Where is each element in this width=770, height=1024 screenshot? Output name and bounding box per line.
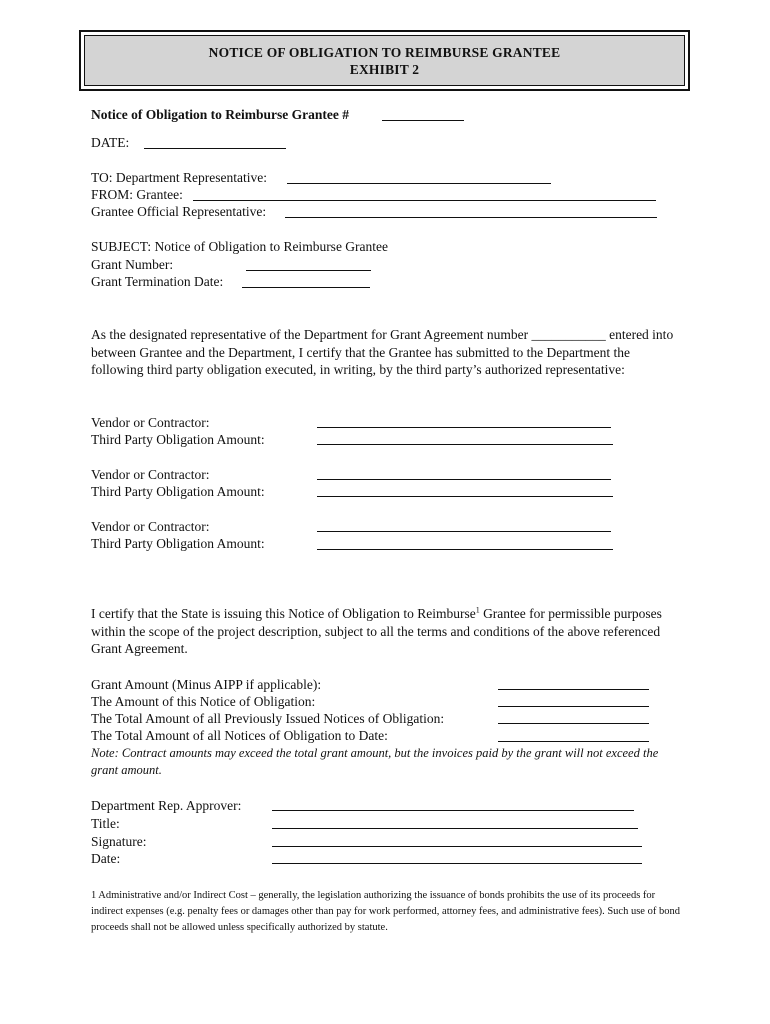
approval-date-field[interactable] bbox=[272, 863, 642, 864]
official-label: Grantee Official Representative: bbox=[91, 204, 267, 219]
amount-label: Third Party Obligation Amount: bbox=[91, 432, 265, 447]
termination-date-field[interactable] bbox=[242, 287, 370, 288]
contract-amount-note: Note: Contract amounts may exceed the total grant amount, but the invoices paid by the grant will not exceed the grant amount. bbox=[91, 746, 659, 777]
date-field[interactable] bbox=[144, 148, 286, 149]
title-label: Title: bbox=[91, 816, 120, 831]
amount-label: Third Party Obligation Amount: bbox=[91, 484, 265, 499]
total-notices-label: The Total Amount of all Notices of Obligation to Date: bbox=[91, 728, 388, 743]
notice-number-field[interactable] bbox=[382, 120, 464, 121]
exhibit-label: EXHIBIT 2 bbox=[349, 61, 420, 77]
signature-label: Signature: bbox=[91, 834, 147, 849]
grant-number-label: Grant Number: bbox=[91, 257, 174, 272]
approval-date-label: Date: bbox=[91, 851, 121, 866]
state-paragraph-part-a: I certify that the State is issuing this Notice of Obligation to Reimburse bbox=[91, 606, 476, 621]
termination-date-label: Grant Termination Date: bbox=[91, 274, 224, 289]
document-title: NOTICE OF OBLIGATION TO REIMBURSE GRANTEE bbox=[208, 44, 561, 60]
grant-amount-label: Grant Amount (Minus AIPP if applicable): bbox=[91, 677, 322, 692]
vendor-label: Vendor or Contractor: bbox=[91, 467, 210, 482]
vendor-field-3[interactable] bbox=[317, 531, 611, 532]
vendor-label: Vendor or Contractor: bbox=[91, 519, 210, 534]
vendor-field-2[interactable] bbox=[317, 479, 611, 480]
total-notices-field[interactable] bbox=[498, 741, 649, 742]
footnote-reference: 1 bbox=[475, 605, 480, 615]
to-label: TO: Department Representative: bbox=[91, 170, 267, 185]
state-certification-paragraph bbox=[91, 605, 681, 658]
previous-notices-field[interactable] bbox=[498, 723, 649, 724]
title-field[interactable] bbox=[272, 828, 638, 829]
grantee-official-field[interactable] bbox=[285, 217, 657, 218]
vendor-label: Vendor or Contractor: bbox=[91, 415, 210, 430]
grantee-field[interactable] bbox=[193, 200, 656, 201]
certification-paragraph: As the designated representative of the Department for Grant Agreement number ___________ entered into between Grantee and the Department, I certify that the Grantee has submitted to the Department the following third party obligation executed, in writing, by the third party’s authorized representative: bbox=[91, 327, 674, 377]
signature-field[interactable] bbox=[272, 846, 642, 847]
previous-notices-label: The Total Amount of all Previously Issued Notices of Obligation: bbox=[91, 711, 445, 726]
approver-label: Department Rep. Approver: bbox=[91, 798, 242, 813]
header-box bbox=[79, 30, 690, 91]
vendor-field-1[interactable] bbox=[317, 427, 611, 428]
from-label: FROM: Grantee: bbox=[91, 187, 183, 202]
department-representative-field[interactable] bbox=[287, 183, 551, 184]
notice-amount-label: The Amount of this Notice of Obligation: bbox=[91, 694, 316, 709]
approver-field[interactable] bbox=[272, 810, 634, 811]
header-inner bbox=[84, 35, 685, 86]
state-paragraph-part-b: Grantee for permissible purposes within the scope of the project description, subject to all the terms and conditions of the above referenced Grant Agreement. bbox=[91, 606, 662, 656]
date-label: DATE: bbox=[91, 135, 130, 150]
grant-number-field[interactable] bbox=[246, 270, 371, 271]
amount-field-3[interactable] bbox=[317, 549, 613, 550]
amount-label: Third Party Obligation Amount: bbox=[91, 536, 265, 551]
notice-number-label: Notice of Obligation to Reimburse Grantee # bbox=[91, 107, 349, 122]
footnote-text: 1 Administrative and/or Indirect Cost – generally, the legislation authorizing the issuance of bonds prohibits the use of its proceeds for indirect expenses (e.g. penalty fees or damages other than pay for work performed, attorney fees, and administrative fees). Such use of bond proceeds shall not be allowed unless specifically authorized by statute. bbox=[91, 890, 680, 933]
amount-field-2[interactable] bbox=[317, 496, 613, 497]
subject-label: SUBJECT: Notice of Obligation to Reimburse Grantee bbox=[91, 239, 389, 254]
grant-amount-field[interactable] bbox=[498, 689, 649, 690]
amount-field-1[interactable] bbox=[317, 444, 613, 445]
notice-amount-field[interactable] bbox=[498, 706, 649, 707]
